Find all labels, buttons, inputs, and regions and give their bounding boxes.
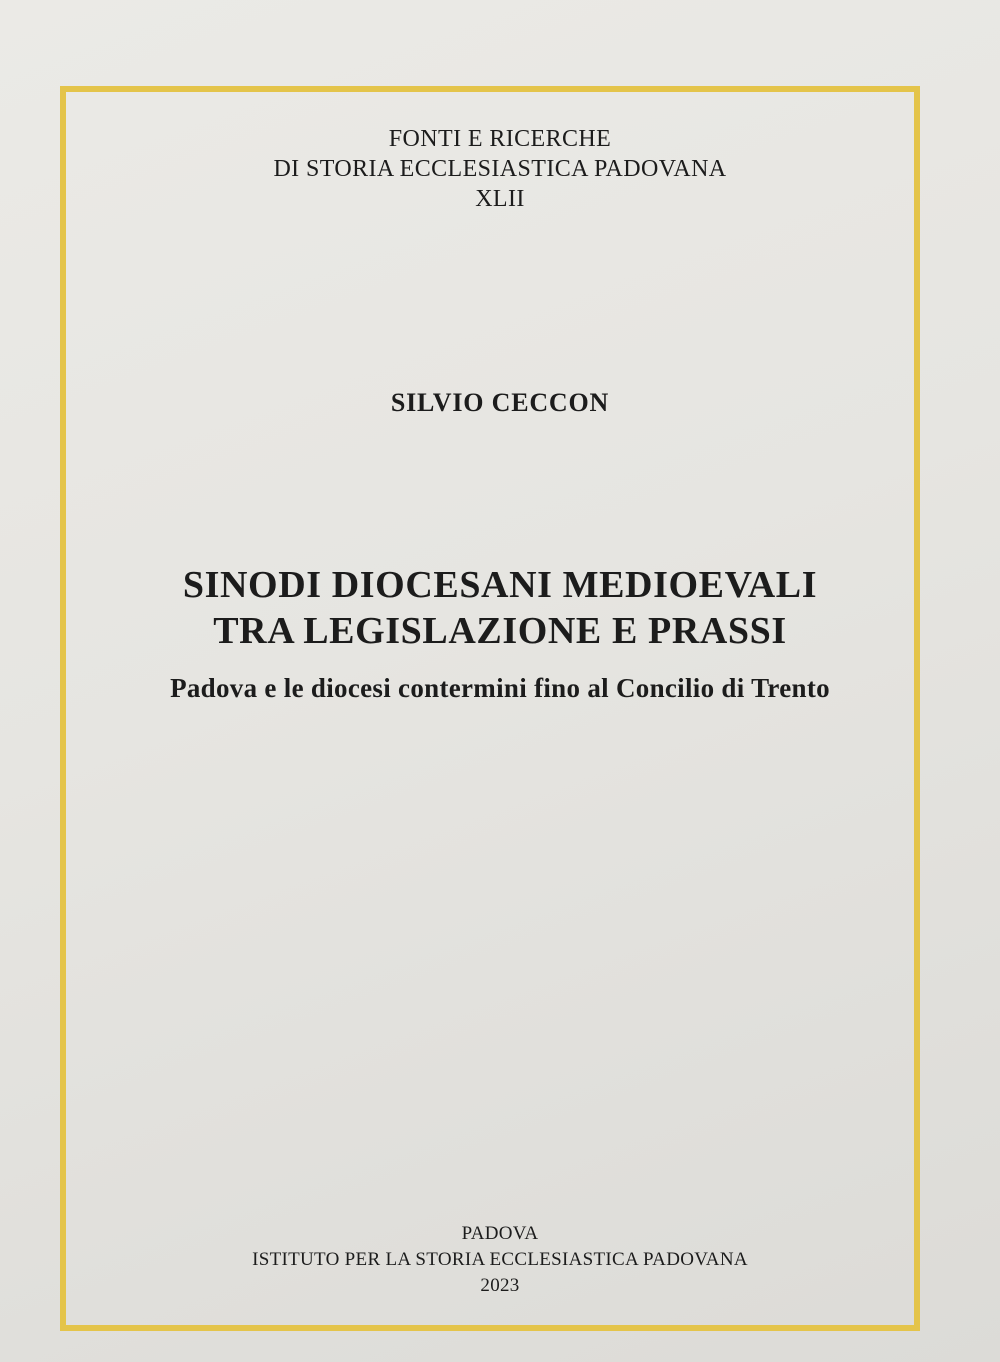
series-name-line-1: FONTI E RICERCHE bbox=[388, 126, 612, 152]
book-title-line-2: TRA LEGISLAZIONE E PRASSI bbox=[213, 610, 787, 652]
author-name bbox=[0, 386, 1000, 420]
book-subtitle-text: Padova e le diocesi contermini fino al Concilio di Trento bbox=[170, 673, 830, 703]
decorative-gold-frame bbox=[60, 86, 920, 1331]
series-volume-number: XLII bbox=[475, 186, 525, 212]
imprint-publisher: ISTITUTO PER LA STORIA ECCLESIASTICA PADOVANA bbox=[252, 1249, 748, 1270]
book-title-line-1: SINODI DIOCESANI MEDIOEVALI bbox=[182, 564, 818, 606]
imprint-city: PADOVA bbox=[461, 1223, 539, 1244]
imprint-year: 2023 bbox=[480, 1275, 520, 1296]
series-name-line-2: DI STORIA ECCLESIASTICA PADOVANA bbox=[273, 156, 727, 182]
book-title bbox=[0, 562, 1000, 654]
author-name-text: SILVIO CECCON bbox=[390, 388, 610, 417]
publisher-imprint bbox=[0, 1221, 1000, 1299]
series-heading bbox=[0, 124, 1000, 214]
book-subtitle bbox=[0, 670, 1000, 706]
